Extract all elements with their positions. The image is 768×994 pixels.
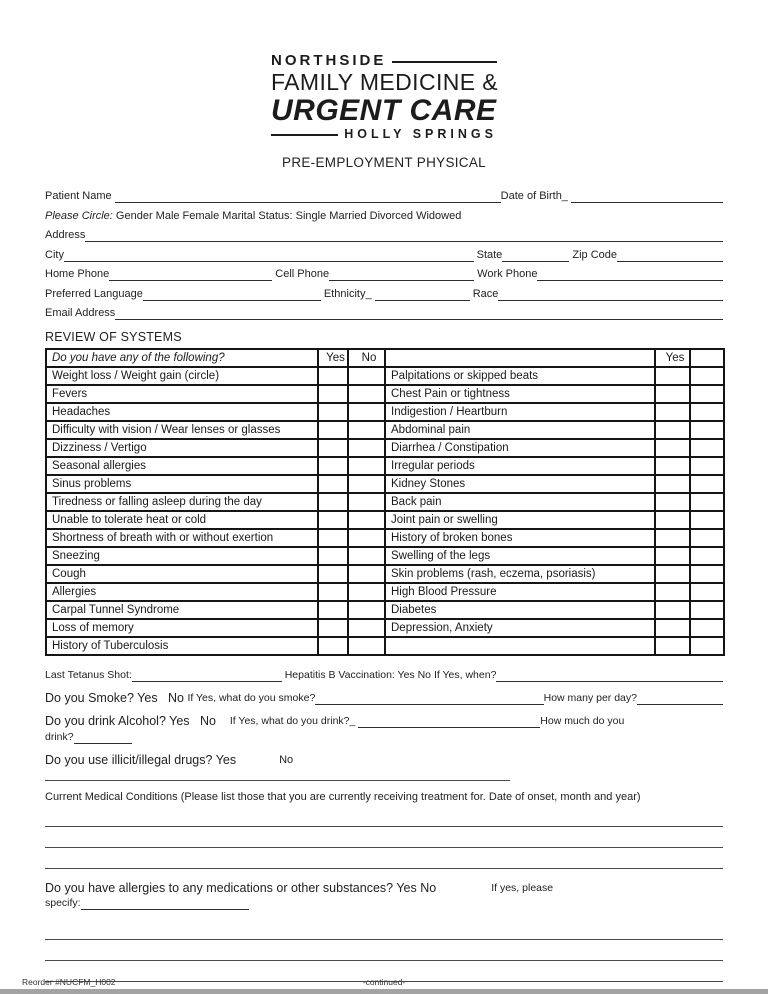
patient-name-label: Patient Name — [45, 190, 115, 202]
smoke-what-field[interactable] — [315, 692, 543, 705]
symptom-left: Unable to tolerate heat or cold — [46, 511, 318, 529]
yes-cell-right[interactable] — [655, 583, 690, 601]
symptom-left: Sneezing — [46, 547, 318, 565]
no-cell-left[interactable] — [348, 547, 385, 565]
no-cell-right[interactable] — [690, 601, 724, 619]
symptom-right: History of broken bones — [385, 529, 655, 547]
write-line[interactable] — [45, 919, 723, 940]
review-question-header: Do you have any of the following? — [46, 349, 318, 367]
race-label: Race — [469, 287, 499, 300]
language-ethnicity-race-row — [45, 288, 723, 301]
review-header-spacer — [385, 349, 655, 367]
specify-field[interactable] — [81, 897, 249, 910]
symptom-left: Shortness of breath with or without exertion — [46, 529, 318, 547]
review-of-systems-table — [45, 348, 725, 656]
logo-urgent-care-text: URGENT CARE — [271, 94, 497, 127]
review-row — [46, 547, 724, 565]
patient-name-field[interactable] — [115, 190, 501, 203]
symptom-left: Carpal Tunnel Syndrome — [46, 601, 318, 619]
drink-amount-field[interactable] — [74, 731, 132, 744]
yes-cell-right[interactable] — [655, 547, 690, 565]
city-state-zip-row — [45, 249, 723, 262]
no-cell-left[interactable] — [348, 475, 385, 493]
review-row — [46, 403, 724, 421]
tetanus-hepatitis-row — [45, 668, 723, 682]
smoke-row — [45, 691, 723, 705]
review-table-body — [46, 349, 724, 655]
medical-conditions-label: Current Medical Conditions (Please list those that you are currently receiving treatment for. Date of onset, month and year) — [45, 791, 641, 803]
symptom-right: Irregular periods — [385, 457, 655, 475]
symptom-right: Skin problems (rash, eczema, psoriasis) — [385, 565, 655, 583]
email-row — [45, 307, 723, 320]
symptom-right: Abdominal pain — [385, 421, 655, 439]
review-row — [46, 619, 724, 637]
yes-cell-right[interactable] — [655, 367, 690, 385]
allergies-row — [45, 881, 723, 895]
no-cell-right[interactable] — [690, 367, 724, 385]
logo-rule-left — [271, 134, 338, 136]
city-field[interactable] — [64, 249, 474, 262]
smoke-question[interactable]: Do you Smoke? Yes No — [45, 691, 188, 705]
yes-cell-left[interactable] — [318, 529, 348, 547]
yes-column-header-right: Yes — [655, 349, 690, 367]
no-cell-left[interactable] — [348, 457, 385, 475]
continued-marker: -continued- — [362, 977, 406, 987]
review-row — [46, 439, 724, 457]
yes-cell-left[interactable] — [318, 367, 348, 385]
yes-cell-left[interactable] — [318, 439, 348, 457]
state-label: State — [473, 248, 503, 261]
zip-field[interactable] — [617, 249, 723, 262]
date-of-birth-field[interactable] — [571, 190, 723, 203]
no-cell-left[interactable] — [348, 637, 385, 655]
yes-cell-left[interactable] — [318, 511, 348, 529]
allergies-lines — [45, 919, 723, 982]
yes-cell-left[interactable] — [318, 493, 348, 511]
no-column-header-left: No — [348, 349, 385, 367]
symptom-left: Cough — [46, 565, 318, 583]
review-row — [46, 583, 724, 601]
yes-cell-right[interactable] — [655, 421, 690, 439]
city-label: City — [45, 248, 64, 261]
drink-label: drink? — [45, 731, 74, 743]
no-cell-right[interactable] — [690, 457, 724, 475]
zip-label: Zip Code — [569, 248, 617, 261]
yes-cell-left[interactable] — [318, 637, 348, 655]
no-cell-right[interactable] — [690, 511, 724, 529]
yes-column-header-left: Yes — [318, 349, 348, 367]
patient-name-row — [45, 190, 723, 203]
review-row — [46, 385, 724, 403]
specify-row — [45, 896, 723, 910]
alcohol-if-yes-label: If Yes, what do you drink?_ — [229, 715, 359, 727]
address-label: Address — [45, 229, 86, 241]
yes-cell-left[interactable] — [318, 583, 348, 601]
logo-location-row — [271, 127, 497, 141]
no-cell-right[interactable] — [690, 439, 724, 457]
symptom-left: Weight loss / Weight gain (circle) — [46, 367, 318, 385]
review-row — [46, 367, 724, 385]
circle-row — [45, 210, 723, 223]
no-cell-left[interactable] — [348, 511, 385, 529]
review-header-row — [46, 349, 724, 367]
no-cell-left[interactable] — [348, 601, 385, 619]
preferred-language-label: Preferred Language — [45, 287, 143, 300]
ethnicity-label: Ethnicity_ — [320, 287, 375, 300]
gender-marital-options[interactable]: Gender Male Female Marital Status: Single Married Divorced Widowed — [112, 209, 462, 222]
logo-family-medicine-text: FAMILY MEDICINE & — [271, 69, 499, 95]
no-column-header-right — [690, 349, 724, 367]
allergies-question[interactable]: Do you have allergies to any medications or other substances? Yes No — [45, 881, 437, 895]
drink-amount-row — [45, 730, 723, 744]
no-cell-right[interactable] — [690, 493, 724, 511]
no-cell-left[interactable] — [348, 367, 385, 385]
alcohol-how-much-label: How much do you — [540, 715, 625, 727]
yes-cell-right[interactable] — [655, 529, 690, 547]
hepatitis-when-field[interactable] — [496, 669, 723, 682]
symptom-left: Headaches — [46, 403, 318, 421]
symptom-left: Loss of memory — [46, 619, 318, 637]
yes-cell-right[interactable] — [655, 511, 690, 529]
symptom-right: Indigestion / Heartburn — [385, 403, 655, 421]
yes-cell-right[interactable] — [655, 619, 690, 637]
no-cell-right[interactable] — [690, 547, 724, 565]
no-cell-left[interactable] — [348, 421, 385, 439]
yes-cell-right[interactable] — [655, 637, 690, 655]
yes-cell-right[interactable] — [655, 601, 690, 619]
symptom-right: Depression, Anxiety — [385, 619, 655, 637]
medical-conditions-row — [45, 790, 723, 804]
smoke-if-yes-label: If Yes, what do you smoke? — [187, 692, 316, 704]
specify-label: specify: — [45, 897, 81, 909]
no-cell-right[interactable] — [690, 583, 724, 601]
phones-row — [45, 268, 723, 281]
drugs-answer-line[interactable] — [45, 771, 510, 781]
no-cell-right[interactable] — [690, 619, 724, 637]
drugs-row — [45, 753, 723, 767]
state-field[interactable] — [502, 249, 569, 262]
drugs-question[interactable]: Do you use illicit/illegal drugs? Yes — [45, 753, 237, 767]
hepatitis-label[interactable]: Hepatitis B Vaccination: Yes No If Yes, when? — [281, 669, 497, 681]
symptom-right: Kidney Stones — [385, 475, 655, 493]
yes-cell-right[interactable] — [655, 493, 690, 511]
yes-cell-left[interactable] — [318, 475, 348, 493]
medical-conditions-lines — [45, 806, 723, 869]
logo-name-top — [271, 52, 497, 69]
patient-info-section — [45, 190, 723, 320]
address-row — [45, 229, 723, 242]
allergies-if-yes-label: If yes, please — [491, 882, 554, 894]
review-row — [46, 565, 724, 583]
email-label: Email Address — [45, 307, 116, 319]
no-cell-right[interactable] — [690, 565, 724, 583]
no-cell-right[interactable] — [690, 403, 724, 421]
race-field[interactable] — [498, 288, 723, 301]
no-cell-left[interactable] — [348, 529, 385, 547]
yes-cell-right[interactable] — [655, 385, 690, 403]
cell-phone-label: Cell Phone — [272, 268, 330, 280]
smoke-how-many-label: How many per day? — [543, 692, 637, 704]
symptom-right: Diabetes — [385, 601, 655, 619]
work-phone-field[interactable] — [537, 268, 723, 281]
no-cell-right[interactable] — [690, 421, 724, 439]
clinic-logo — [271, 52, 497, 141]
drugs-no-option[interactable]: No — [279, 754, 294, 766]
write-line[interactable] — [45, 827, 723, 848]
yes-cell-left[interactable] — [318, 547, 348, 565]
write-line[interactable] — [45, 848, 723, 869]
review-row — [46, 637, 724, 655]
no-cell-right[interactable] — [690, 529, 724, 547]
write-line[interactable] — [45, 806, 723, 827]
review-row — [46, 493, 724, 511]
tetanus-date-field[interactable] — [132, 669, 282, 682]
symptom-left: Dizziness / Vertigo — [46, 439, 318, 457]
history-questions-section — [45, 668, 723, 982]
smoke-per-day-field[interactable] — [637, 692, 723, 705]
yes-cell-left[interactable] — [318, 457, 348, 475]
review-row — [46, 475, 724, 493]
no-cell-right[interactable] — [690, 475, 724, 493]
yes-cell-right[interactable] — [655, 565, 690, 583]
symptom-left: Fevers — [46, 385, 318, 403]
tetanus-label: Last Tetanus Shot: — [45, 669, 132, 681]
symptom-right: Chest Pain or tightness — [385, 385, 655, 403]
symptom-left: Difficulty with vision / Wear lenses or glasses — [46, 421, 318, 439]
symptom-left: Allergies — [46, 583, 318, 601]
ethnicity-field[interactable] — [375, 288, 470, 301]
symptom-left: Tiredness or falling asleep during the day — [46, 493, 318, 511]
review-row — [46, 457, 724, 475]
form-title: PRE-EMPLOYMENT PHYSICAL — [282, 155, 486, 170]
no-cell-left[interactable] — [348, 619, 385, 637]
logo-northside-text: NORTHSIDE — [271, 52, 387, 69]
preferred-language-field[interactable] — [143, 288, 321, 301]
symptom-right: Back pain — [385, 493, 655, 511]
review-row — [46, 601, 724, 619]
yes-cell-left[interactable] — [318, 403, 348, 421]
no-cell-left[interactable] — [348, 493, 385, 511]
yes-cell-right[interactable] — [655, 439, 690, 457]
no-cell-left[interactable] — [348, 583, 385, 601]
symptom-right — [385, 637, 655, 655]
please-circle-label: Please Circle: — [45, 209, 113, 222]
yes-cell-right[interactable] — [655, 457, 690, 475]
logo-rule-right — [392, 61, 497, 63]
review-row — [46, 421, 724, 439]
alcohol-row — [45, 714, 723, 728]
symptom-left: History of Tuberculosis — [46, 637, 318, 655]
cell-phone-field[interactable] — [329, 268, 474, 281]
review-row — [46, 511, 724, 529]
symptom-right: Joint pain or swelling — [385, 511, 655, 529]
symptom-right: Swelling of the legs — [385, 547, 655, 565]
no-cell-right[interactable] — [690, 385, 724, 403]
reorder-number: Reorder #NUCFM_H002 — [22, 977, 116, 987]
yes-cell-left[interactable] — [318, 601, 348, 619]
work-phone-label: Work Phone — [474, 268, 538, 280]
write-line[interactable] — [45, 940, 723, 961]
symptom-right: Palpitations or skipped beats — [385, 367, 655, 385]
symptom-left: Seasonal allergies — [46, 457, 318, 475]
review-row — [46, 529, 724, 547]
no-cell-left[interactable] — [348, 403, 385, 421]
yes-cell-right[interactable] — [655, 475, 690, 493]
yes-cell-left[interactable] — [318, 385, 348, 403]
alcohol-question[interactable]: Do you drink Alcohol? Yes No — [45, 714, 230, 728]
symptom-right: Diarrhea / Constipation — [385, 439, 655, 457]
yes-cell-left[interactable] — [318, 565, 348, 583]
review-of-systems-heading: REVIEW OF SYSTEMS — [45, 330, 182, 344]
alcohol-what-field[interactable] — [358, 715, 540, 728]
yes-cell-left[interactable] — [318, 421, 348, 439]
email-field[interactable] — [115, 307, 723, 320]
address-field[interactable] — [85, 229, 723, 242]
yes-cell-left[interactable] — [318, 619, 348, 637]
date-of-birth-label: Date of Birth_ — [500, 190, 571, 202]
yes-cell-right[interactable] — [655, 403, 690, 421]
symptom-left: Sinus problems — [46, 475, 318, 493]
home-phone-label: Home Phone — [45, 268, 110, 280]
no-cell-left[interactable] — [348, 439, 385, 457]
no-cell-left[interactable] — [348, 565, 385, 583]
home-phone-field[interactable] — [109, 268, 272, 281]
symptom-right: High Blood Pressure — [385, 583, 655, 601]
no-cell-right[interactable] — [690, 637, 724, 655]
scan-edge-artifact — [0, 989, 768, 994]
no-cell-left[interactable] — [348, 385, 385, 403]
logo-holly-springs-text: HOLLY SPRINGS — [344, 127, 497, 141]
